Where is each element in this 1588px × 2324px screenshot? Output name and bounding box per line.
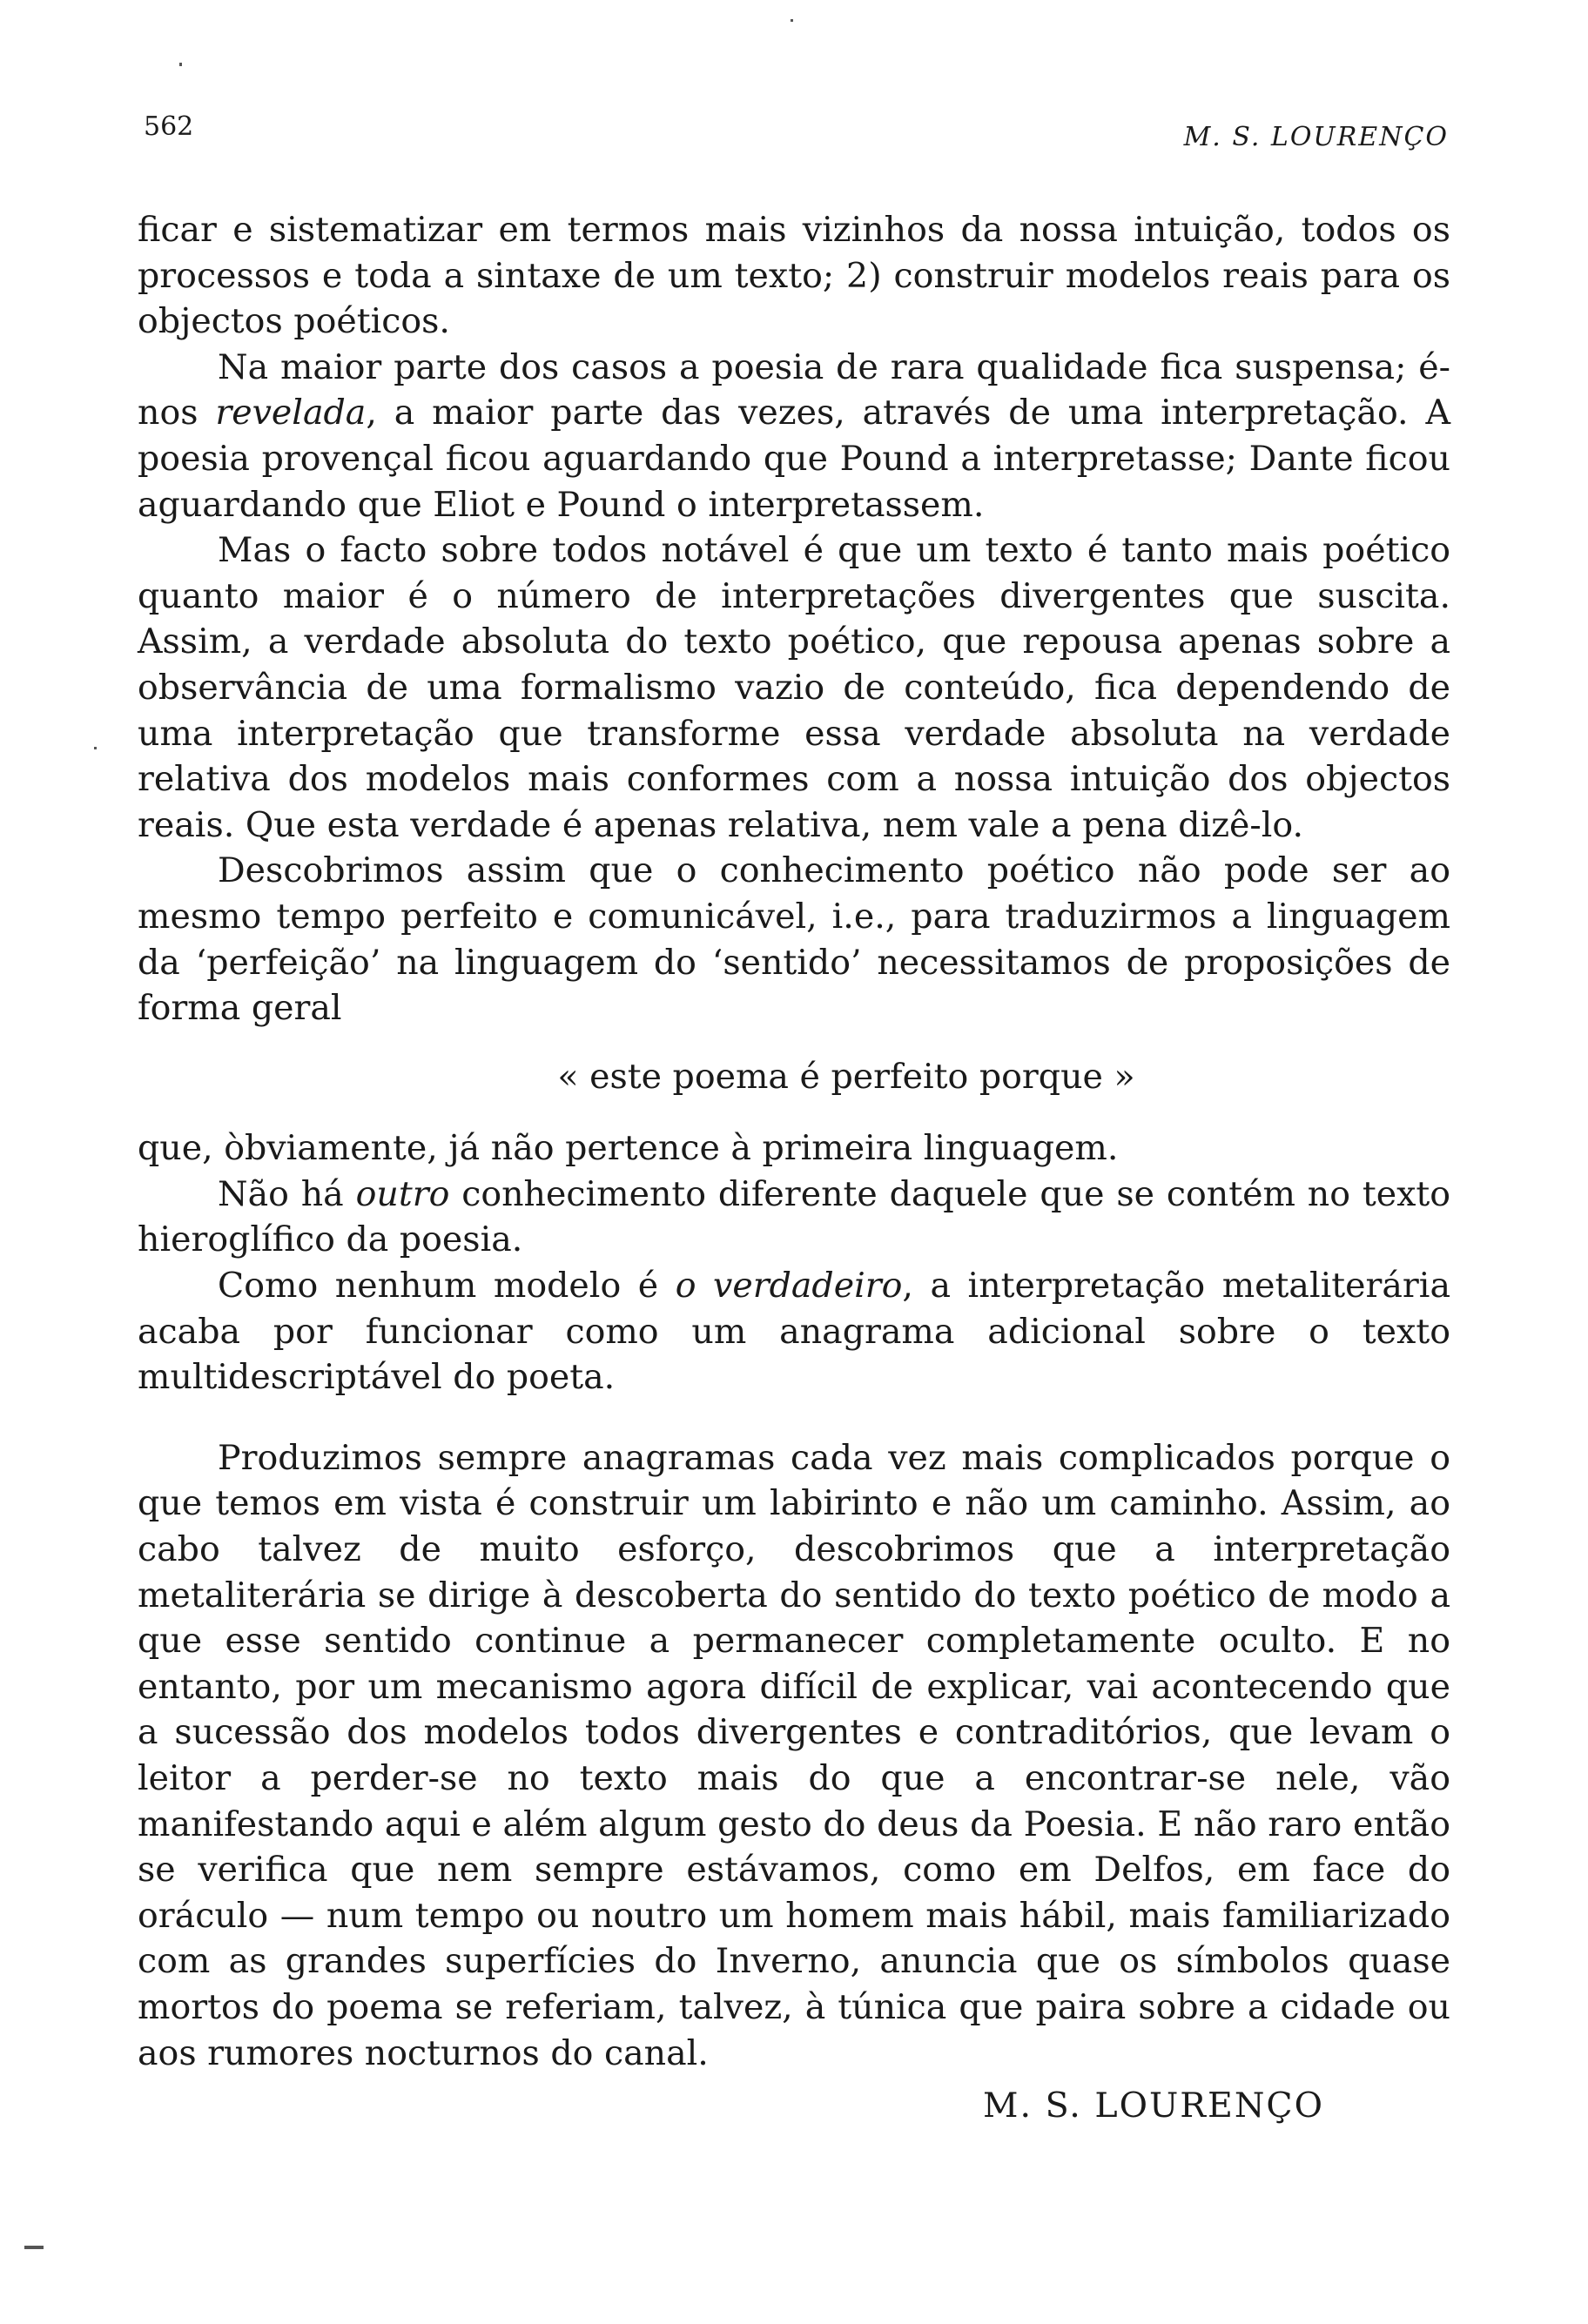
paragraph-text: ficar e sistematizar em termos mais vizinhos da nossa intuição, todos os processos e toda a sintaxe de um texto; 2) construir modelos reais para os objectos poéticos. [138, 210, 1450, 342]
block-quote: « este poema é perfeito porque » [557, 1056, 1135, 1097]
paragraph [138, 848, 1450, 1031]
scan-mark [94, 747, 97, 749]
paragraph-text: Não há [218, 1173, 356, 1214]
paragraph-text: Produzimos sempre anagramas cada vez mais complicados porque o que temos em vista é construir um labirinto e não um caminho. Assim, ao cabo talvez de muito esforço, descobrimos que a interpretação metaliterária se dirige à descoberta do sentido do texto poético de modo a que esse sentido continue a permanecer completamente oculto. E no entanto, por um mecanismo agora difícil de explicar, vai acontecendo que a sucessão dos modelos todos divergentes e contraditórios, que levam o leitor a perder-se no texto mais do que a encontrar-se nele, vão manifestando aqui e além algum gesto do deus da Poesia. E não raro então se verifica que nem sempre estávamos, como em Delfos, em face do oráculo — num tempo ou noutro um homem mais hábil, mais familiarizado com as grandes superfícies do Inverno, anuncia que os símbolos quase mortos do poema se referiam, talvez, à túnica que paira sobre a cidade ou aos rumores nocturnos do canal. [138, 1437, 1450, 2073]
paragraph-text: , a maior parte das vezes, através de uma interpretação. A poesia provençal ficou aguardando que Pound a interpretasse; Dante ficou aguardando que Eliot e Pound o interpretassem. [138, 393, 1450, 525]
paragraph-text: Como nenhum modelo é [218, 1266, 676, 1306]
paragraph-continued [138, 1125, 1450, 1172]
author-signature: M. S. LOURENÇO [983, 2086, 1324, 2126]
paragraph [138, 1263, 1450, 1400]
paragraph-text: , a interpretação metaliterária acaba por funcionar como um anagrama adicional sobre o texto multidescriptável do poeta. [138, 1266, 1450, 1398]
paragraph-text: Mas o facto sobre todos notável é que um texto é tanto mais poético quanto maior é o número de interpretações divergentes que suscita. Assim, a verdade absoluta do texto poético, que repousa apenas sobre a observância de uma formalismo vazio de conteúdo, fica dependendo de uma interpretação que transforme essa verdade absoluta na verdade relativa dos modelos mais conformes com a nossa intuição dos objectos reais. Que esta verdade é apenas relativa, nem vale a pena dizê-lo. [138, 530, 1450, 845]
body-text [138, 207, 1450, 2129]
paragraph [138, 527, 1450, 848]
scan-mark [179, 63, 182, 66]
page-number: 562 [144, 111, 194, 142]
paragraph-continued [138, 207, 1450, 345]
emphasis-text: o verdadeiro [675, 1266, 903, 1306]
section-gap [138, 1400, 1450, 1435]
paragraph-text: que, òbviamente, já não pertence à primeira linguagem. [138, 1128, 1119, 1169]
paragraph-text: Na maior parte dos casos a poesia de rara qualidade fica suspensa; é-nos [138, 346, 1450, 433]
paragraph-text: conhecimento diferente daquele que se contém no texto hieroglífico da poesia. [138, 1173, 1450, 1260]
paragraph [138, 345, 1450, 527]
paragraph-text: Descobrimos assim que o conhecimento poético não pode ser ao mesmo tempo perfeito e comunicável, i.e., para traduzirmos a linguagem da ‘perfeição’ na linguagem do ‘sentido’ necessitamos de proposições de forma geral [138, 850, 1450, 1029]
emphasis-text: outro [355, 1173, 450, 1214]
scan-mark [791, 19, 793, 22]
scan-mark [24, 2246, 44, 2249]
paragraph [138, 1435, 1450, 2076]
page-header [144, 111, 1449, 155]
emphasis-text: revelada [215, 393, 367, 433]
running-head: M. S. LOURENÇO [1183, 122, 1449, 152]
paragraph [138, 1172, 1450, 1263]
